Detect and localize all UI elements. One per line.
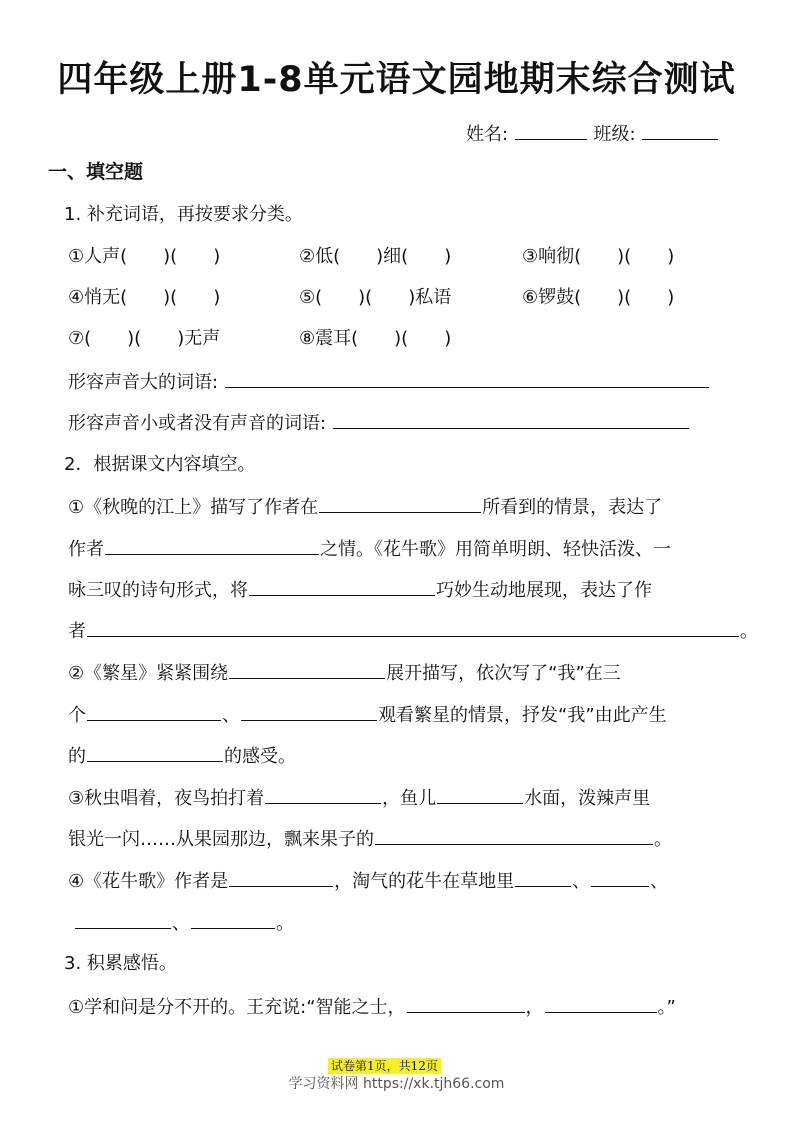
text-segment: 水面，泼辣声里 — [524, 788, 651, 809]
quiet-words-label: 形容声音小或者没有声音的词语: — [68, 413, 327, 434]
text-segment: 、 — [572, 871, 591, 892]
text-segment: ③秋虫唱着，夜鸟拍打着 — [68, 788, 265, 809]
name-label: 姓名: — [466, 124, 509, 145]
answer-blank[interactable] — [319, 494, 481, 513]
answer-blank[interactable] — [75, 910, 171, 929]
loud-words-field[interactable] — [225, 369, 709, 388]
question-2-prompt: 2．根据课文内容填空。 — [64, 454, 256, 475]
text-segment: 观看繁星的情景，抒发“我”由此产生 — [378, 705, 667, 726]
word-item-4: ④悄无( )( ) — [68, 287, 221, 308]
answer-blank[interactable] — [407, 994, 525, 1013]
answer-blank[interactable] — [375, 826, 653, 845]
word-item-1: ①人声( )( ) — [68, 246, 221, 267]
answer-blank[interactable] — [87, 618, 739, 637]
loud-words-row — [68, 369, 710, 395]
word-item-3: ③响彻( )( ) — [522, 246, 675, 267]
text-segment: ，淘气的花牛在草地里 — [334, 871, 515, 892]
answer-blank[interactable] — [191, 910, 275, 929]
question-1-prompt: 1. 补充词语，再按要求分类。 — [64, 204, 303, 225]
answer-blank[interactable] — [87, 702, 221, 721]
text-segment: ②《繁星》紧紧围绕 — [68, 663, 229, 684]
word-item-8: ⑧震耳( )( ) — [299, 328, 452, 349]
page-number: 试卷第1页，共12页 — [328, 1058, 441, 1074]
text-segment: 所看到的情景，表达了 — [482, 497, 663, 518]
text-segment: 。 — [654, 829, 672, 850]
q2-p3-line2 — [68, 826, 672, 852]
text-segment: 的感受。 — [224, 746, 296, 767]
text-segment: 、 — [650, 871, 669, 892]
text-segment: 之情。《花牛歌》用简单明朗、轻快活泼、一 — [320, 539, 671, 560]
answer-blank[interactable] — [229, 868, 333, 887]
answer-blank[interactable] — [545, 994, 657, 1013]
text-segment: ①《秋晚的江上》描写了作者在 — [68, 497, 319, 518]
quiet-words-field[interactable] — [333, 410, 689, 429]
text-segment: ，鱼儿 — [382, 788, 437, 809]
word-item-7: ⑦( )( )无声 — [68, 328, 221, 349]
text-segment: 咏三叹的诗句形式，将 — [68, 580, 248, 601]
text-segment: 的 — [68, 746, 86, 767]
page-title: 四年级上册1-8单元语文园地期末综合测试 — [57, 60, 736, 100]
answer-blank[interactable] — [249, 577, 435, 596]
answer-blank[interactable] — [229, 660, 385, 679]
text-segment: 、 — [172, 913, 190, 934]
q3-p1-line1 — [68, 994, 676, 1020]
text-segment: 、 — [222, 705, 240, 726]
answer-blank[interactable] — [87, 743, 223, 762]
quiet-words-row — [68, 410, 690, 436]
text-segment: 。 — [740, 621, 758, 642]
class-label: 班级: — [593, 124, 636, 145]
loud-words-label: 形容声音大的词语: — [68, 372, 219, 393]
answer-blank[interactable] — [437, 785, 523, 804]
text-segment: 。” — [657, 997, 676, 1018]
text-segment: 个 — [68, 705, 86, 726]
answer-blank[interactable] — [591, 868, 649, 887]
q2-p1-line2 — [68, 536, 671, 562]
answer-blank[interactable] — [105, 536, 319, 555]
q2-p4-line1 — [68, 868, 668, 894]
text-segment: ④《花牛歌》作者是 — [68, 871, 229, 892]
text-segment: 银光一闪……从果园那边，飘来果子的 — [68, 829, 374, 850]
text-segment: 展开描写，依次写了“我”在三 — [386, 663, 621, 684]
answer-blank[interactable] — [265, 785, 381, 804]
q2-p2-line3 — [68, 743, 296, 769]
text-segment: 者 — [68, 621, 86, 642]
text-segment: ①学和问是分不开的。王充说:“智能之士， — [68, 997, 406, 1018]
q2-p1-line1 — [68, 494, 662, 520]
q2-p3-line1 — [68, 785, 650, 811]
q2-p2-line1 — [68, 660, 621, 686]
question-3-prompt: 3. 积累感悟。 — [64, 953, 177, 974]
name-field[interactable] — [515, 121, 587, 140]
answer-blank[interactable] — [241, 702, 377, 721]
text-segment: 。 — [276, 913, 294, 934]
q2-p1-line3 — [68, 577, 652, 603]
q2-p1-line4 — [68, 618, 758, 644]
class-field[interactable] — [642, 121, 718, 140]
site-watermark: 学习资料网 https://xk.tjh66.com — [288, 1076, 505, 1092]
student-info — [466, 121, 719, 147]
q2-p2-line2 — [68, 702, 667, 728]
answer-blank[interactable] — [515, 868, 571, 887]
text-segment: 巧妙生动地展现，表达了作 — [436, 580, 652, 601]
word-item-6: ⑥锣鼓( )( ) — [522, 287, 675, 308]
text-segment: 作者 — [68, 539, 104, 560]
q2-p4-line2 — [74, 910, 294, 936]
word-item-2: ②低( )细( ) — [299, 246, 452, 267]
word-item-5: ⑤( )( )私语 — [299, 287, 452, 308]
text-segment: ， — [525, 997, 544, 1018]
section-heading: 一、填空题 — [48, 161, 144, 183]
